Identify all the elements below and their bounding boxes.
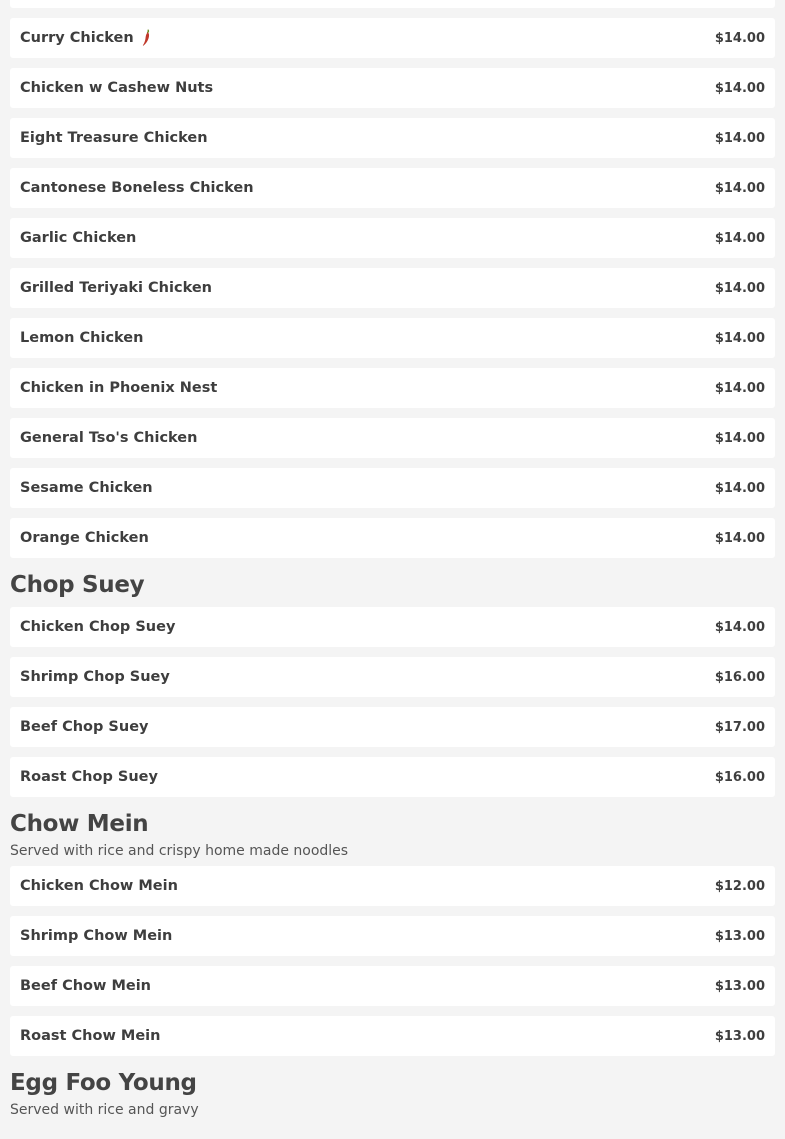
- section-title: Egg Foo Young: [10, 1070, 197, 1096]
- menu-item-name: Curry Chicken: [20, 30, 134, 46]
- menu-list: [10, 0, 775, 1125]
- menu-item-price: $14.00: [714, 230, 765, 246]
- menu-item[interactable]: [10, 518, 775, 558]
- menu-item[interactable]: [10, 318, 775, 358]
- menu-item-price: $14.00: [714, 480, 765, 496]
- menu-item-price: $13.00: [714, 928, 765, 944]
- menu-item-name: Chicken w Cashew Nuts: [20, 80, 214, 96]
- menu-item[interactable]: [10, 18, 775, 58]
- menu-item-price: $14.00: [714, 30, 765, 46]
- menu-item[interactable]: [10, 418, 775, 458]
- menu-item-price: $14.00: [714, 130, 765, 146]
- menu-item-name: Garlic Chicken: [20, 230, 137, 246]
- menu-item-name: Grilled Teriyaki Chicken: [20, 280, 212, 296]
- menu-item-price: $13.00: [714, 978, 765, 994]
- section-description: Served with rice and gravy: [10, 1102, 199, 1118]
- menu-item-price: $13.00: [714, 1028, 765, 1044]
- menu-item-name-wrap: [20, 29, 152, 47]
- menu-item-price: $16.00: [714, 769, 765, 785]
- menu-item-name: Beef Chop Suey: [20, 719, 149, 735]
- menu-item[interactable]: [10, 68, 775, 108]
- menu-item[interactable]: [10, 1016, 775, 1056]
- menu-item-name: Chicken Chow Mein: [20, 878, 178, 894]
- menu-item-price: $14.00: [714, 380, 765, 396]
- chili-pepper-icon: [142, 29, 152, 47]
- menu-item-name: Shrimp Chop Suey: [20, 669, 170, 685]
- menu-item[interactable]: [10, 268, 775, 308]
- menu-item-name: General Tso's Chicken: [20, 430, 198, 446]
- menu-section-egg-foo-young: [10, 1066, 775, 1121]
- menu-item[interactable]: [10, 916, 775, 956]
- menu-item[interactable]: [10, 607, 775, 647]
- menu-item[interactable]: [10, 966, 775, 1006]
- menu-item-price: $14.00: [714, 530, 765, 546]
- section-description: Served with rice and crispy home made noodles: [10, 843, 349, 859]
- menu-item-name: Lemon Chicken: [20, 330, 144, 346]
- menu-item-price: $12.00: [714, 878, 765, 894]
- menu-section-chop-suey: [10, 568, 775, 797]
- menu-item-price: $16.00: [714, 669, 765, 685]
- menu-item[interactable]: [10, 218, 775, 258]
- menu-item-name: Cantonese Boneless Chicken: [20, 180, 254, 196]
- section-title: Chop Suey: [10, 572, 145, 598]
- menu-item-name: Chicken in Phoenix Nest: [20, 380, 218, 396]
- menu-item[interactable]: [10, 757, 775, 797]
- menu-item-name: Roast Chow Mein: [20, 1028, 161, 1044]
- menu-section: [10, 0, 775, 558]
- menu-item[interactable]: [10, 468, 775, 508]
- menu-section-chow-mein: [10, 807, 775, 1056]
- menu-item-name: Beef Chow Mein: [20, 978, 152, 994]
- menu-item-price: $14.00: [714, 430, 765, 446]
- menu-item-price: $14.00: [714, 330, 765, 346]
- menu-item-price: $14.00: [714, 180, 765, 196]
- menu-item-price: $17.00: [714, 719, 765, 735]
- menu-item-price: $14.00: [714, 280, 765, 296]
- menu-item-price: $14.00: [714, 619, 765, 635]
- menu-item[interactable]: [10, 118, 775, 158]
- menu-item-name: Orange Chicken: [20, 530, 149, 546]
- section-title: Chow Mein: [10, 811, 149, 837]
- menu-item-name: Roast Chop Suey: [20, 769, 158, 785]
- menu-item[interactable]: [10, 657, 775, 697]
- menu-item-name: Shrimp Chow Mein: [20, 928, 173, 944]
- menu-item-name: Chicken Chop Suey: [20, 619, 176, 635]
- menu-item[interactable]: [10, 168, 775, 208]
- menu-item[interactable]: [10, 866, 775, 906]
- menu-item-name: Eight Treasure Chicken: [20, 130, 208, 146]
- menu-item[interactable]: [10, 368, 775, 408]
- menu-item-name: Sesame Chicken: [20, 480, 153, 496]
- menu-item-price: $14.00: [714, 80, 765, 96]
- menu-item[interactable]: [10, 707, 775, 747]
- menu-item[interactable]: [10, 0, 775, 8]
